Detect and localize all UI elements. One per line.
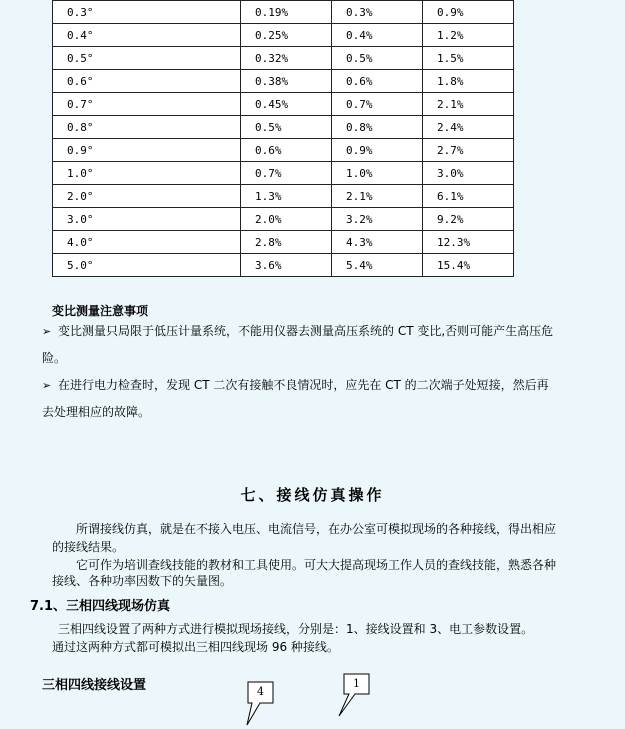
table-cell: 0.25%	[241, 24, 332, 47]
callout-label-1: 1	[353, 677, 360, 690]
subsection-line1: 三相四线设置了两种方式进行模拟现场接线，分别是：1、接线设置和 3、电工参数设置。	[58, 622, 534, 636]
table-cell: 2.8%	[241, 231, 332, 254]
section-paragraph-1-line1: 所谓接线仿真，就是在不接入电压、电流信号，在办公室可模拟现场的各种接线，得出相应	[76, 522, 557, 536]
table-cell: 0.38%	[241, 70, 332, 93]
table-cell: 0.5%	[332, 47, 423, 70]
table-cell: 2.0°	[53, 185, 241, 208]
table-cell: 0.6%	[332, 70, 423, 93]
section-paragraph-2-line1: 它可作为培训查线技能的教材和工具使用。可大大提高现场工作人员的查线技能，熟悉各种	[76, 558, 557, 572]
table-cell: 0.6%	[241, 139, 332, 162]
table-cell: 1.8%	[423, 70, 514, 93]
table-cell: 9.2%	[423, 208, 514, 231]
table-row	[53, 254, 514, 277]
table-cell: 1.3%	[241, 185, 332, 208]
table-row	[53, 162, 514, 185]
caution-item-2	[42, 376, 549, 393]
table-cell: 1.5%	[423, 47, 514, 70]
table-row	[53, 185, 514, 208]
caution-item-2-line1: 在进行电力检查时，发现 CT 二次有接触不良情况时，应先在 CT 的二次端子处短接，然后再	[58, 378, 549, 392]
section-title: 七、接线仿真操作	[240, 486, 385, 504]
ratio-error-table	[52, 0, 514, 277]
ratio-error-table-container	[52, 0, 514, 277]
table-cell: 0.6°	[53, 70, 241, 93]
caution-item-1-line2: 险。	[42, 351, 67, 365]
table-cell: 2.1%	[423, 93, 514, 116]
table-cell: 0.9°	[53, 139, 241, 162]
table-row	[53, 47, 514, 70]
table-cell: 0.7%	[332, 93, 423, 116]
bullet-arrow-icon: ➢	[42, 379, 52, 392]
callout-label-4: 4	[257, 685, 264, 698]
table-cell: 0.19%	[241, 1, 332, 24]
bullet-arrow-icon: ➢	[42, 325, 52, 338]
table-cell: 0.8°	[53, 116, 241, 139]
table-row	[53, 231, 514, 254]
table-cell: 0.8%	[332, 116, 423, 139]
table-cell: 2.1%	[332, 185, 423, 208]
wiring-setup-title: 三相四线接线设置	[42, 678, 147, 693]
table-row	[53, 24, 514, 47]
caution-item-1	[42, 322, 553, 339]
table-cell: 2.0%	[241, 208, 332, 231]
table-cell: 0.32%	[241, 47, 332, 70]
subsection-line2: 通过这两种方式都可模拟出三相四线现场 96 种接线。	[52, 640, 339, 654]
table-row	[53, 139, 514, 162]
table-cell: 0.7%	[241, 162, 332, 185]
subsection-title: 7.1、三相四线现场仿真	[30, 599, 171, 614]
table-row	[53, 116, 514, 139]
table-cell: 6.1%	[423, 185, 514, 208]
table-cell: 0.7°	[53, 93, 241, 116]
table-cell: 4.0°	[53, 231, 241, 254]
table-cell: 0.4%	[332, 24, 423, 47]
table-row	[53, 1, 514, 24]
table-cell: 1.0%	[332, 162, 423, 185]
table-cell: 0.4°	[53, 24, 241, 47]
table-cell: 15.4%	[423, 254, 514, 277]
table-cell: 0.9%	[423, 1, 514, 24]
caution-item-2-line2: 去处理相应的故障。	[42, 405, 151, 419]
table-cell: 3.0°	[53, 208, 241, 231]
table-cell: 0.5°	[53, 47, 241, 70]
table-cell: 3.0%	[423, 162, 514, 185]
table-cell: 5.4%	[332, 254, 423, 277]
table-cell: 0.3%	[332, 1, 423, 24]
table-cell: 1.2%	[423, 24, 514, 47]
table-row	[53, 208, 514, 231]
table-cell: 3.2%	[332, 208, 423, 231]
table-cell: 0.5%	[241, 116, 332, 139]
table-cell: 12.3%	[423, 231, 514, 254]
table-cell: 4.3%	[332, 231, 423, 254]
table-row	[53, 70, 514, 93]
table-cell: 2.4%	[423, 116, 514, 139]
table-cell: 0.9%	[332, 139, 423, 162]
caution-item-1-line1: 变比测量只局限于低压计量系统，不能用仪器去测量高压系统的 CT 变比,否则可能产生高压危	[58, 324, 554, 338]
table-cell: 3.6%	[241, 254, 332, 277]
table-cell: 5.0°	[53, 254, 241, 277]
table-cell: 0.45%	[241, 93, 332, 116]
table-cell: 0.3°	[53, 1, 241, 24]
section-paragraph-2-line2: 接线、各种功率因数下的矢量图。	[52, 574, 233, 588]
table-cell: 1.0°	[53, 162, 241, 185]
table-cell: 2.7%	[423, 139, 514, 162]
caution-heading: 变比测量注意事项	[52, 304, 149, 318]
table-row	[53, 93, 514, 116]
section-paragraph-1-line2: 的接线结果。	[52, 540, 125, 554]
